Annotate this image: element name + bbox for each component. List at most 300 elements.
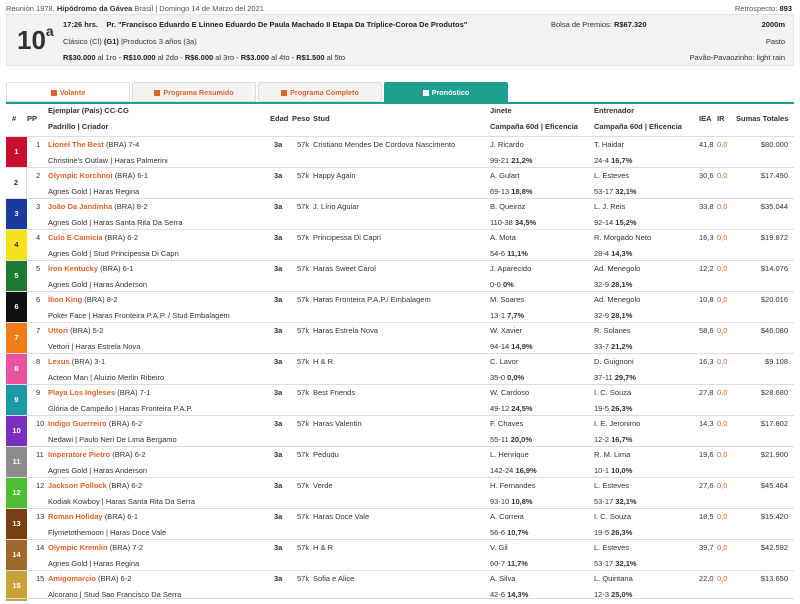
- prize-3: R$6.000 al 3ro -: [184, 53, 239, 62]
- horse-cell: [48, 419, 142, 428]
- stud: Principessa Di Capri: [313, 233, 381, 242]
- jockey-name[interactable]: A. Silva: [490, 574, 516, 583]
- retrospect-value: 893: [779, 4, 792, 13]
- prize-2: R$10.000 al 2do -: [123, 53, 183, 62]
- post-position: 1: [36, 140, 41, 149]
- trainer-stats: 53-17 32,1%: [594, 187, 637, 196]
- meeting-info: [6, 4, 264, 13]
- horse-info: (BRA) 6-1: [114, 171, 149, 180]
- weight: 57k: [297, 202, 310, 211]
- trainer-stats: 12-3 25,0%: [594, 590, 633, 599]
- horse-name-link[interactable]: Imperatore Pietro: [48, 450, 111, 459]
- tab-programa-completo[interactable]: Programa Completo: [258, 82, 382, 102]
- track-condition: Pavão-Pavaozinho: light rain: [689, 53, 785, 62]
- ir-value: 0,0: [717, 171, 728, 180]
- jockey-stats: 60-7 11,7%: [490, 559, 528, 568]
- table-row: [6, 384, 794, 415]
- jockey-stats: 56-6 10,7%: [490, 528, 529, 537]
- horse-info: (BRA) 6-2: [108, 481, 143, 490]
- post-position: 12: [36, 481, 45, 490]
- age: 3a: [274, 140, 283, 149]
- saddle-cloth-number: 14: [6, 540, 27, 570]
- jockey-name[interactable]: A. Correia: [490, 512, 524, 521]
- col-age: Edad: [270, 114, 289, 123]
- total-earnings: $17.802: [760, 419, 788, 428]
- trainer-name[interactable]: L. Esteves: [594, 543, 630, 552]
- total-earnings: $15.420: [760, 512, 788, 521]
- saddle-cloth-number: 10: [6, 416, 27, 446]
- tab-volante[interactable]: Volante: [6, 82, 130, 102]
- ir-value: 0,0: [717, 140, 728, 149]
- horse-info: (BRA) 6-2: [98, 574, 132, 583]
- col-sire: Padrillo | Criador: [48, 122, 109, 131]
- table-row: [6, 570, 794, 601]
- jockey-name[interactable]: W. Cardoso: [490, 388, 530, 397]
- iea-value: 16,3: [699, 357, 714, 366]
- retrospect-label: Retrospecto:: [734, 4, 778, 13]
- sire-breeder: Agnes Gold | Stud Principessa Di Capri: [48, 249, 179, 258]
- jockey-stats: 0-0 0%: [490, 280, 514, 289]
- trainer-stats: 12-2 16,7%: [594, 435, 633, 444]
- age: 3a: [274, 512, 283, 521]
- horse-name-link[interactable]: Olympic Korchnoi: [48, 171, 113, 180]
- distance-value: 2000m: [761, 20, 785, 29]
- table-row: [6, 477, 794, 508]
- total-earnings: $19.872: [760, 233, 788, 242]
- stud: J. Lírio Aguiar: [313, 202, 359, 211]
- sire-breeder: Agnes Gold | Haras Anderson: [48, 280, 148, 289]
- post-position: 8: [36, 357, 41, 366]
- horse-info: (BRA) 6-1: [104, 512, 139, 521]
- trainer-stats: 32-9 28,1%: [594, 280, 633, 289]
- horse-cell: [48, 202, 148, 211]
- weight: 57k: [297, 357, 310, 366]
- horse-name-link[interactable]: Iron Kentucky: [48, 264, 99, 273]
- trainer-name[interactable]: L. Quintana: [594, 574, 633, 583]
- jockey-stats: 54-6 11,1%: [490, 249, 528, 258]
- total-earnings: $28.680: [760, 388, 788, 397]
- trainer-stats: 24-4 16,7%: [594, 156, 633, 165]
- total-earnings: $13.650: [760, 574, 788, 583]
- weight: 57k: [297, 419, 310, 428]
- iea-value: 16,3: [699, 233, 714, 242]
- total-earnings: $46.080: [760, 326, 788, 335]
- ir-value: 0,0: [717, 357, 728, 366]
- purse: [551, 20, 647, 29]
- race-title-line: [63, 20, 467, 29]
- saddle-cloth-number: 13: [6, 509, 27, 539]
- iea-value: 30,6: [699, 171, 714, 180]
- trainer-name[interactable]: R. Morgado Neto: [594, 233, 652, 242]
- post-position: 11: [36, 450, 44, 459]
- prize-5: R$1.500 al 5to: [296, 53, 345, 62]
- horse-name-link[interactable]: Amigomarcio: [48, 574, 96, 583]
- age: 3a: [274, 388, 283, 397]
- weight: 57k: [297, 574, 310, 583]
- age: 3a: [274, 171, 283, 180]
- trainer-name[interactable]: I. C. Souza: [594, 388, 632, 397]
- col-iea: IEA: [699, 114, 712, 123]
- iea-value: 27,6: [699, 481, 714, 490]
- post-position: 13: [36, 512, 45, 521]
- horse-cell: [48, 512, 138, 521]
- trainer-name[interactable]: L. J. Reis: [594, 202, 626, 211]
- horse-cell: [48, 388, 151, 397]
- weight: 57k: [297, 233, 310, 242]
- jockey-name[interactable]: W. Xavier: [490, 326, 523, 335]
- jockey-name[interactable]: V. Gil: [490, 543, 508, 552]
- weight: 57k: [297, 295, 310, 304]
- meeting-number: Reunión 1978,: [6, 4, 55, 13]
- iea-value: 39,7: [699, 543, 714, 552]
- trainer-stats: 28-4 14,3%: [594, 249, 633, 258]
- ir-value: 0,0: [717, 202, 728, 211]
- weight: 57k: [297, 140, 310, 149]
- col-num: #: [12, 114, 17, 123]
- horse-info: (BRA) 6-2: [108, 419, 143, 428]
- sire-breeder: Flymetothemoon | Haras Doce Vale: [48, 528, 167, 537]
- retrospect: [735, 4, 792, 13]
- saddle-cloth-number: 11: [6, 447, 27, 477]
- horse-info: (BRA) 8-2: [114, 202, 148, 211]
- total-earnings: $17.490: [760, 171, 788, 180]
- table-row: [6, 353, 794, 384]
- weight: 57k: [297, 481, 310, 490]
- sire-breeder: Agnes Gold | Haras Regina: [48, 559, 140, 568]
- jockey-stats: 110-38 34,5%: [490, 218, 537, 227]
- age: 3a: [274, 202, 283, 211]
- col-trainer: Entrenador: [594, 106, 635, 115]
- ir-value: 0,0: [717, 419, 728, 428]
- horse-name-link[interactable]: Roman Holiday: [48, 512, 103, 521]
- total-earnings: $80.000: [760, 140, 788, 149]
- jockey-stats: 55-11 20,0%: [490, 435, 533, 444]
- jockey-name[interactable]: L. Henrique: [490, 450, 529, 459]
- saddle-cloth-number: 8: [6, 354, 27, 384]
- iea-value: 27,8: [699, 388, 714, 397]
- horse-info: (BRA) 7-4: [105, 140, 140, 149]
- horse-info: (BRA) 7-2: [109, 543, 144, 552]
- age: 3a: [274, 357, 283, 366]
- jockey-name[interactable]: F. Chaves: [490, 419, 524, 428]
- post-position: 5: [36, 264, 41, 273]
- saddle-cloth-number: 6: [6, 292, 27, 322]
- horse-info: (BRA) 6-1: [100, 264, 134, 273]
- stud: Haras Valentin: [313, 419, 362, 428]
- stud: Cristiano Mendes De Cordova Nascimento: [313, 140, 456, 149]
- horse-name-link[interactable]: Olympic Kremlin: [48, 543, 108, 552]
- horse-name-link[interactable]: Indigo Guerreiro: [48, 419, 107, 428]
- horse-cell: [48, 264, 133, 273]
- trainer-stats: 53-17 32,1%: [594, 559, 637, 568]
- jockey-stats: 94-14 14,9%: [490, 342, 533, 351]
- stud: Verde: [313, 481, 333, 490]
- table-row: [6, 508, 794, 539]
- horse-cell: [48, 233, 138, 242]
- race-time: 17:26 hrs.: [63, 20, 99, 29]
- age: 3a: [274, 264, 283, 273]
- purse-value: R$67.320: [613, 20, 647, 29]
- weight: 57k: [297, 171, 310, 180]
- horse-cell: [48, 574, 131, 583]
- stud: Pedudu: [313, 450, 339, 459]
- post-position: 6: [36, 295, 41, 304]
- post-position: 7: [36, 326, 41, 335]
- iea-value: 33,8: [699, 202, 714, 211]
- ir-value: 0,0: [717, 543, 728, 552]
- sire-breeder: Nedawi | Paulo Neri De Lima Bergamo: [48, 435, 177, 444]
- post-position: 2: [36, 171, 41, 180]
- horse-name-link[interactable]: Uttori: [48, 326, 68, 335]
- age: 3a: [274, 419, 283, 428]
- race-number: [17, 25, 54, 56]
- saddle-cloth-number: 9: [6, 385, 27, 415]
- weight: 57k: [297, 326, 310, 335]
- ir-value: 0,0: [717, 388, 728, 397]
- trainer-name[interactable]: Ad. Menegolo: [594, 295, 641, 304]
- track-name: Hipódromo da Gávea: [56, 4, 133, 13]
- program-tabs: [6, 82, 794, 102]
- weight: 57k: [297, 450, 310, 459]
- jockey-stats: 49-12 24,5%: [490, 404, 533, 413]
- iea-value: 19,6: [699, 450, 714, 459]
- saddle-cloth-number: 3: [6, 199, 27, 229]
- total-earnings: $20.016: [760, 295, 788, 304]
- jockey-stats: 69-13 18,8%: [490, 187, 533, 196]
- age: 3a: [274, 450, 283, 459]
- jockey-stats: 13-1 7,7%: [490, 311, 525, 320]
- trainer-name[interactable]: Ad. Menegolo: [594, 264, 641, 273]
- trainer-stats: 19-5 26,3%: [594, 528, 633, 537]
- weight: 57k: [297, 264, 310, 273]
- trainer-stats: 19-5 26,3%: [594, 404, 633, 413]
- post-position: 15: [36, 574, 45, 583]
- jockey-name[interactable]: B. Queiroz: [490, 202, 526, 211]
- col-weight: Peso: [292, 114, 310, 123]
- horse-cell: [48, 140, 139, 149]
- horse-name-link[interactable]: Playa Los Ingleses: [48, 388, 116, 397]
- trainer-stats: 33-7 21,2%: [594, 342, 633, 351]
- col-ir: IR: [717, 114, 725, 123]
- col-jockey: Jinete: [490, 106, 512, 115]
- iea-value: 10,8: [699, 295, 714, 304]
- tab-pronostico[interactable]: Pronóstico: [384, 82, 508, 102]
- jockey-name[interactable]: H. Fernandes: [490, 481, 536, 490]
- jockey-name[interactable]: A. Mota: [490, 233, 516, 242]
- race-conditions-text: Productos 3 años (3a): [122, 37, 197, 46]
- trainer-name[interactable]: L. Esteves: [594, 171, 630, 180]
- col-horse: Ejemplar (País) CC-CG: [48, 106, 129, 115]
- trainer-name[interactable]: R. Solanes: [594, 326, 631, 335]
- saddle-cloth-number: 15: [6, 571, 27, 601]
- table-row: [6, 322, 794, 353]
- meeting-date: Brasil | Domingo 14 de Marzo del 2021: [134, 4, 264, 13]
- table-header: [6, 104, 794, 136]
- jockey-name[interactable]: C. Lavor: [490, 357, 519, 366]
- horse-info: (BRA) 7-1: [117, 388, 151, 397]
- table-row: [6, 198, 794, 229]
- ir-value: 0,0: [717, 233, 728, 242]
- ir-value: 0,0: [717, 295, 728, 304]
- ir-value: 0,0: [717, 574, 728, 583]
- table-row: [6, 167, 794, 198]
- horse-cell: [48, 481, 142, 490]
- stud: H & R: [313, 357, 334, 366]
- table-row: [6, 229, 794, 260]
- horse-name-link[interactable]: Lionel The Best: [48, 140, 104, 149]
- sire-breeder: Agnes Gold | Haras Regina: [48, 187, 140, 196]
- ir-value: 0,0: [717, 264, 728, 273]
- age: 3a: [274, 543, 283, 552]
- table-row: [6, 291, 794, 322]
- jockey-stats: 93-10 10,8%: [490, 497, 533, 506]
- trainer-stats: 53-17 32,1%: [594, 497, 637, 506]
- saddle-cloth-number: 2: [6, 168, 27, 198]
- trainer-name[interactable]: R. M. Lima: [594, 450, 631, 459]
- stud: Happy Again: [313, 171, 356, 180]
- jockey-stats: 42-6 14,3%: [490, 590, 529, 599]
- completo-icon: [281, 90, 287, 96]
- total-earnings: $21.900: [760, 450, 788, 459]
- trainer-name[interactable]: L. Esteves: [594, 481, 630, 490]
- volante-icon: [51, 90, 57, 96]
- trainer-name[interactable]: D. Guignoni: [594, 357, 634, 366]
- race-number-value: 10: [17, 25, 46, 55]
- sire-breeder: Christine's Outlaw | Haras Palmerini: [48, 156, 168, 165]
- horse-info: (BRA) 3-1: [71, 357, 106, 366]
- col-trainer-stats: Campaña 60d | Eficencia: [594, 122, 682, 131]
- horse-cell: [48, 295, 118, 304]
- trainer-name[interactable]: T. Haidar: [594, 140, 625, 149]
- col-stud: Stud: [313, 114, 330, 123]
- ir-value: 0,0: [717, 481, 728, 490]
- pronostico-icon: [423, 90, 429, 96]
- post-position: 10: [36, 419, 45, 428]
- weight: 57k: [297, 543, 310, 552]
- age: 3a: [274, 326, 283, 335]
- horse-cell: [48, 450, 146, 459]
- total-earnings: $9.108: [765, 357, 788, 366]
- total-earnings: $35.044: [760, 202, 788, 211]
- horse-name-link[interactable]: Jackson Pollock: [48, 481, 107, 490]
- table-row: [6, 260, 794, 291]
- jockey-stats: 142-24 16,9%: [490, 466, 537, 475]
- sire-breeder: Acteon Man | Aluizio Merlin Ribeiro: [48, 373, 165, 382]
- horse-cell: [48, 171, 148, 180]
- total-earnings: $42.592: [760, 543, 788, 552]
- trainer-stats: 37-11 29,7%: [594, 373, 637, 382]
- prize-1: R$30.000 al 1ro -: [63, 53, 121, 62]
- iea-value: 41,8: [699, 140, 714, 149]
- trainer-name[interactable]: I. C. Souza: [594, 512, 632, 521]
- ir-value: 0,0: [717, 512, 728, 521]
- stud: Best Friends: [313, 388, 356, 397]
- race-name: Pr. "Francisco Eduardo E Linneo Eduardo De Paula Machado II Etapa Da Tríplice-Coroa De Produtos": [106, 20, 468, 29]
- post-position: 9: [36, 388, 41, 397]
- horse-info: (BRA) 5-2: [70, 326, 104, 335]
- horse-info: (BRA) 6-2: [112, 450, 146, 459]
- col-sumas: Sumas Totales: [736, 114, 789, 123]
- saddle-cloth-number: 1: [6, 137, 27, 167]
- race-header: [6, 14, 794, 66]
- weight: 57k: [297, 512, 310, 521]
- table-bottom-border: [6, 598, 794, 599]
- sire-breeder: Vettori | Haras Estrela Nova: [48, 342, 141, 351]
- iea-value: 58,6: [699, 326, 714, 335]
- top-bar: [0, 0, 800, 14]
- purse-label: Bolsa de Premios:: [551, 20, 612, 29]
- sire-breeder: Alcorano | Stud Sao Francisco Da Serra: [48, 590, 182, 599]
- horse-name-link[interactable]: Culo E Camicia: [48, 233, 103, 242]
- sire-breeder: Agnes Gold | Haras Anderson: [48, 466, 148, 475]
- tab-programa-resumido[interactable]: Programa Resumido: [132, 82, 256, 102]
- ir-value: 0,0: [717, 326, 728, 335]
- sire-breeder: Poker Face | Haras Fronteira P.A.P. / Stud Embalagem: [48, 311, 230, 320]
- race-conditions: Clásico (Cl) (G1) |Productos 3 años (3a): [63, 37, 197, 46]
- trainer-name[interactable]: I. E. Jeronimo: [594, 419, 641, 428]
- post-position: 4: [36, 233, 41, 242]
- sire-breeder: Kodiak Kowboy | Haras Santa Rita Da Serra: [48, 497, 196, 506]
- ir-value: 0,0: [717, 450, 728, 459]
- table-row: [6, 136, 794, 167]
- total-earnings: $45.464: [760, 481, 788, 490]
- horse-name-link[interactable]: João Da Jandinha: [48, 202, 113, 211]
- age: 3a: [274, 233, 283, 242]
- jockey-name[interactable]: J. Ricardo: [490, 140, 524, 149]
- horse-cell: [48, 357, 105, 366]
- saddle-cloth-number: 5: [6, 261, 27, 291]
- race-surface: Pasto: [765, 37, 785, 46]
- table-row: [6, 539, 794, 570]
- race-class: Clásico (Cl): [63, 37, 102, 46]
- horse-info: (BRA) 8-2: [84, 295, 118, 304]
- saddle-cloth-number: 12: [6, 478, 27, 508]
- horse-info: (BRA) 6-2: [104, 233, 139, 242]
- col-jockey-stats: Campaña 60d | Eficencia: [490, 122, 578, 131]
- iea-value: 22,0: [699, 574, 714, 583]
- col-pp: PP: [27, 114, 38, 123]
- race-number-suffix: a: [45, 23, 54, 39]
- jockey-name[interactable]: J. Aparecido: [490, 264, 532, 273]
- stud: Haras Fronteira P.A.P./ Embalagem: [313, 295, 431, 304]
- horse-name-link[interactable]: Lexus: [48, 357, 70, 366]
- jockey-stats: 99-21 21,2%: [490, 156, 533, 165]
- jockey-name[interactable]: M. Soares: [490, 295, 525, 304]
- age: 3a: [274, 295, 283, 304]
- prize-4: R$3.000 al 4to -: [240, 53, 295, 62]
- table-row: [6, 415, 794, 446]
- trainer-stats: 32-9 28,1%: [594, 311, 633, 320]
- sire-breeder: Agnes Gold | Haras Santa Rita Da Serra: [48, 218, 183, 227]
- sire-breeder: Glória de Campeão | Haras Fronteira P.A.P.: [48, 404, 193, 413]
- saddle-cloth-number: 4: [6, 230, 27, 260]
- jockey-name[interactable]: A. Gulart: [490, 171, 520, 180]
- age: 3a: [274, 481, 283, 490]
- stud: Sofia e Alice: [313, 574, 355, 583]
- age: 3a: [274, 574, 283, 583]
- race-grade: (G1): [103, 37, 119, 46]
- horse-cell: [48, 326, 103, 335]
- stud: Haras Doce Vale: [313, 512, 370, 521]
- trainer-stats: 92-14 15,2%: [594, 218, 637, 227]
- iea-value: 14,3: [699, 419, 714, 428]
- horse-cell: [48, 543, 143, 552]
- iea-value: 18,5: [699, 512, 714, 521]
- resumido-icon: [154, 90, 160, 96]
- horse-name-link[interactable]: Ílion King: [48, 295, 83, 304]
- total-earnings: $14.076: [760, 264, 788, 273]
- stud: H & R: [313, 543, 334, 552]
